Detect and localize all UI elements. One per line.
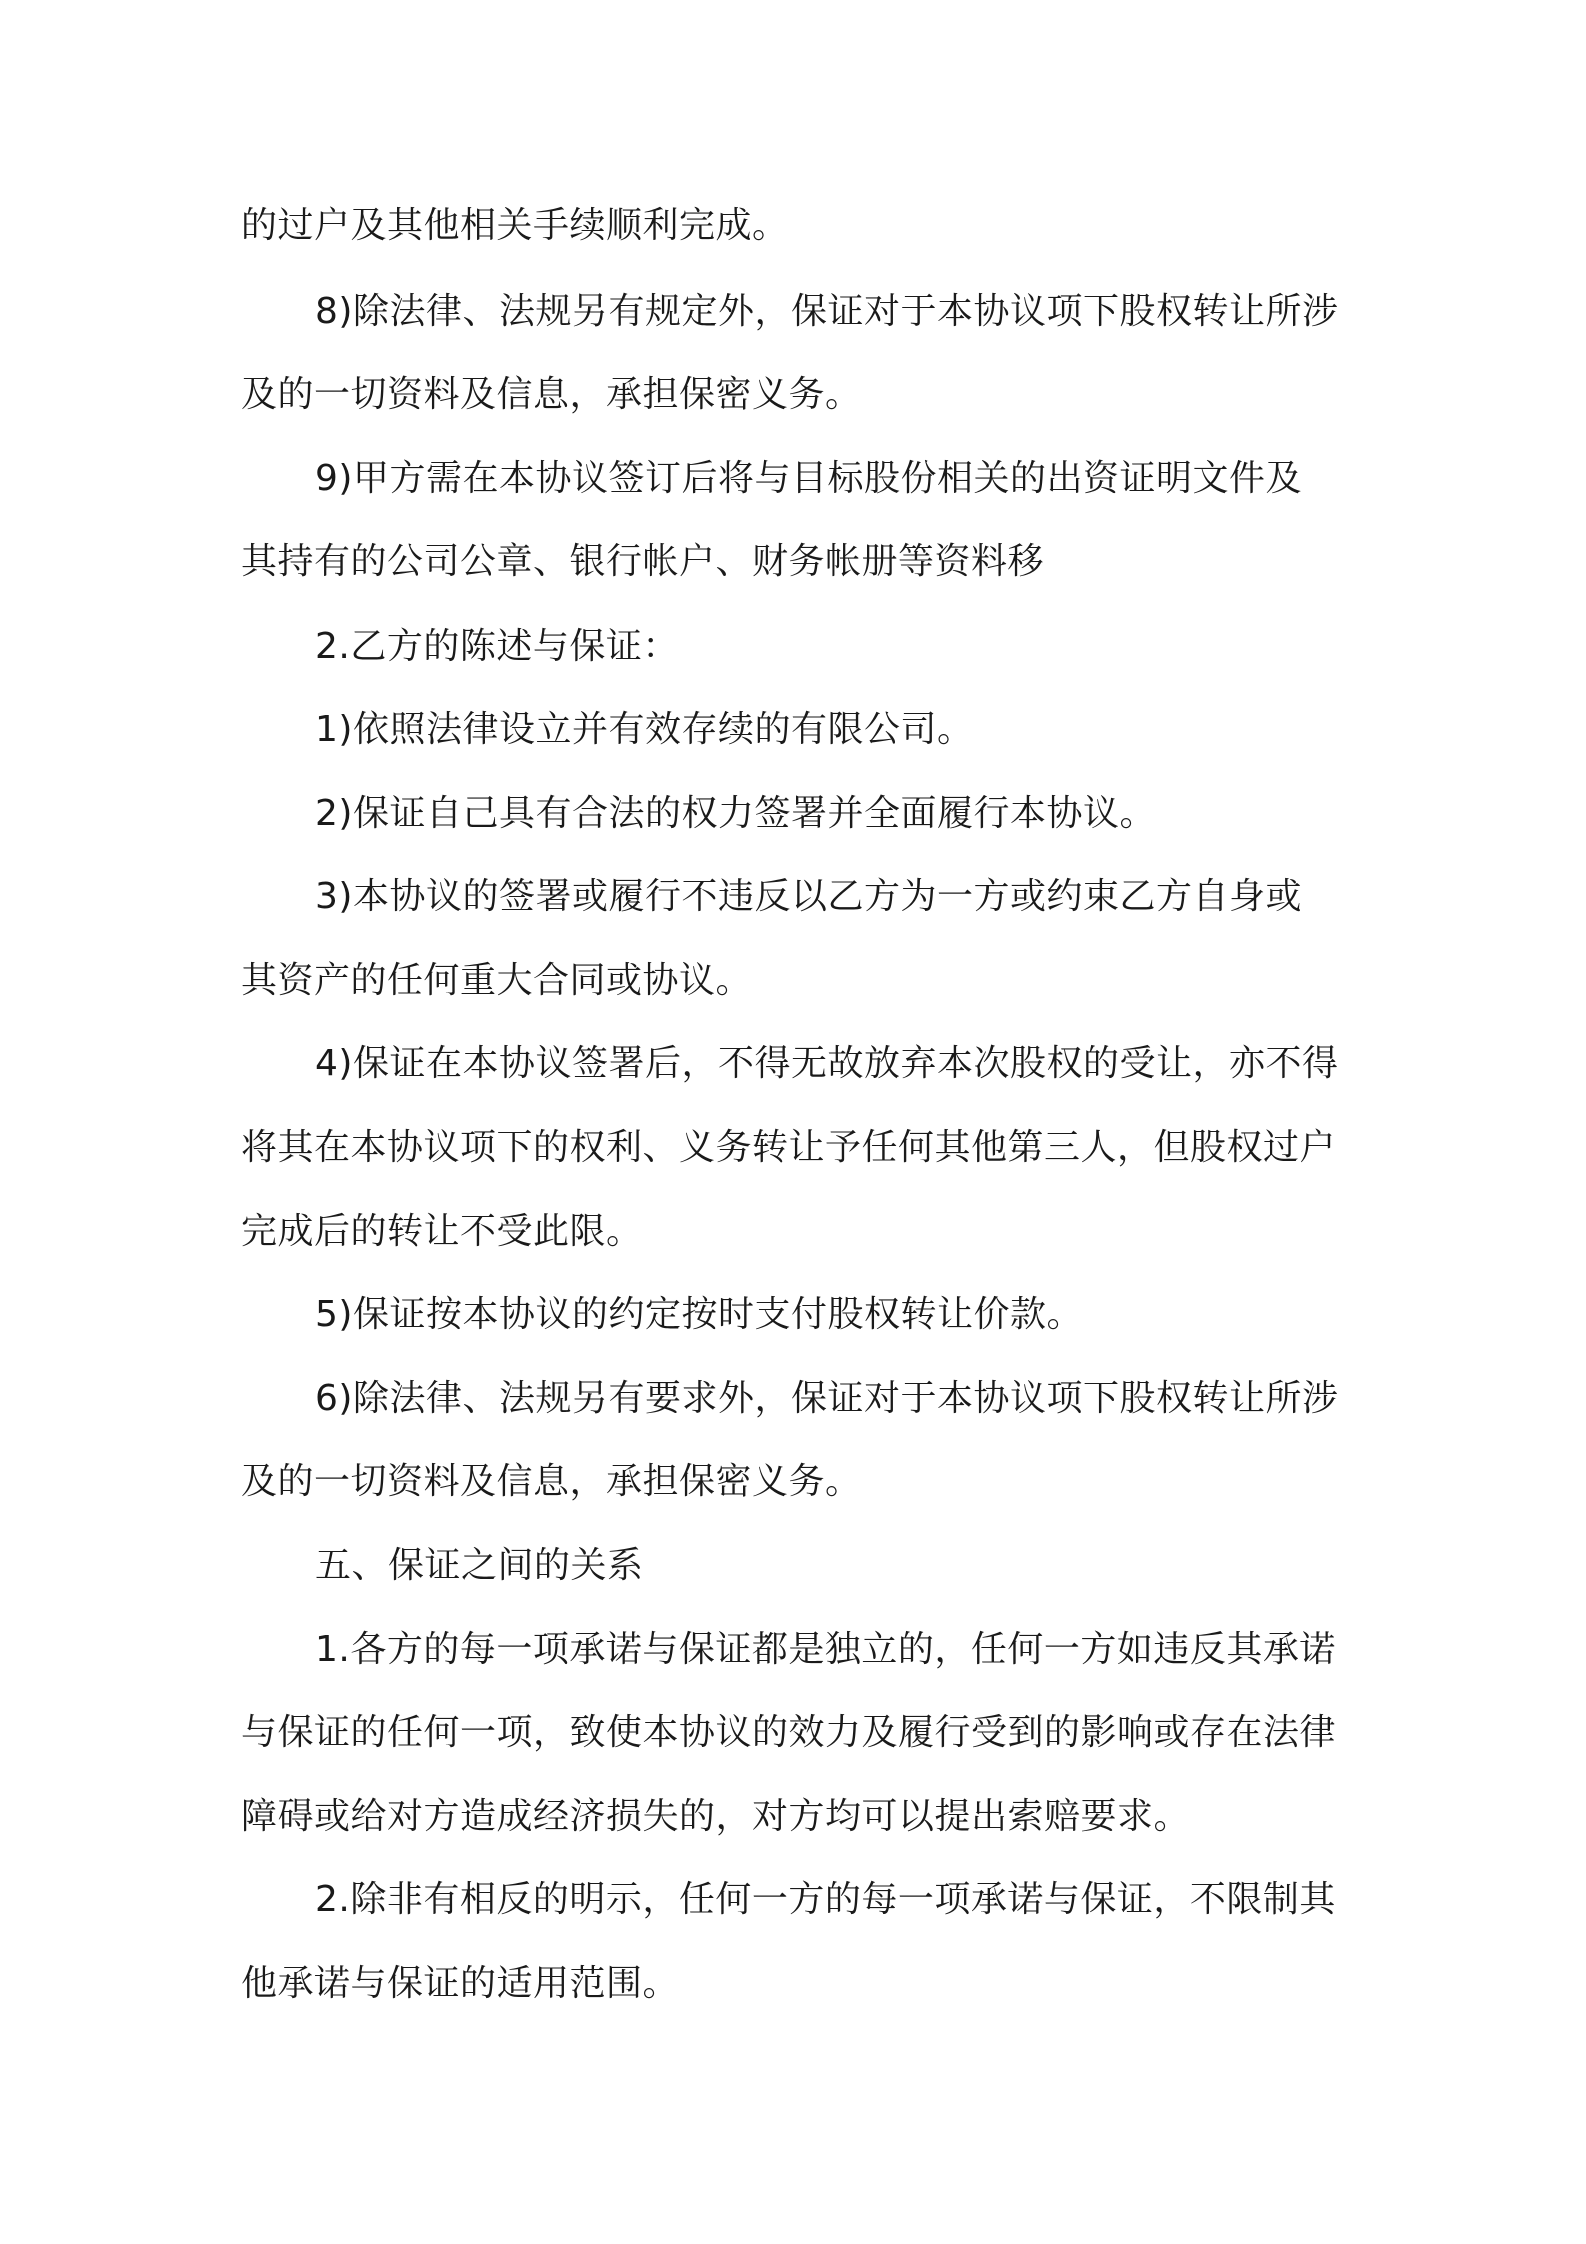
text-line: 其持有的公司公章、银行帐户、财务帐册等资料移 — [241, 541, 1045, 582]
text-line: 9)甲方需在本协议签订后将与目标股份相关的出资证明文件及 — [315, 458, 1302, 499]
text-line: 的过户及其他相关手续顺利完成。 — [241, 205, 789, 246]
text-line: 障碍或给对方造成经济损失的，对方均可以提出索赔要求。 — [241, 1796, 1191, 1837]
text-line: 1.各方的每一项承诺与保证都是独立的，任何一方如违反其承诺 — [315, 1629, 1336, 1670]
text-line: 与保证的任何一项，致使本协议的效力及履行受到的影响或存在法律 — [241, 1712, 1337, 1753]
text-line: 4)保证在本协议签署后，不得无故放弃本次股权的受让，亦不得 — [315, 1043, 1339, 1084]
section-heading: 2.乙方的陈述与保证： — [315, 626, 679, 667]
text-line: 完成后的转让不受此限。 — [241, 1211, 643, 1252]
text-line: 将其在本协议项下的权利、义务转让予任何其他第三人，但股权过户 — [241, 1127, 1337, 1168]
text-line: 其资产的任何重大合同或协议。 — [241, 960, 753, 1001]
text-line: 2)保证自己具有合法的权力签署并全面履行本协议。 — [315, 793, 1156, 834]
text-line: 5)保证按本协议的约定按时支付股权转让价款。 — [315, 1294, 1083, 1335]
text-line: 他承诺与保证的适用范围。 — [241, 1963, 680, 2004]
text-line: 6)除法律、法规另有要求外，保证对于本协议项下股权转让所涉 — [315, 1378, 1339, 1419]
text-line: 2.除非有相反的明示，任何一方的每一项承诺与保证，不限制其 — [315, 1879, 1336, 1920]
text-line: 1)依照法律设立并有效存续的有限公司。 — [315, 709, 974, 750]
text-line: 及的一切资料及信息，承担保密义务。 — [241, 1461, 862, 1502]
section-heading: 五、保证之间的关系 — [315, 1545, 644, 1586]
text-line: 及的一切资料及信息，承担保密义务。 — [241, 374, 862, 415]
text-line: 3)本协议的签署或履行不违反以乙方为一方或约束乙方自身或 — [315, 876, 1302, 917]
text-line: 8)除法律、法规另有规定外，保证对于本协议项下股权转让所涉 — [315, 291, 1339, 332]
